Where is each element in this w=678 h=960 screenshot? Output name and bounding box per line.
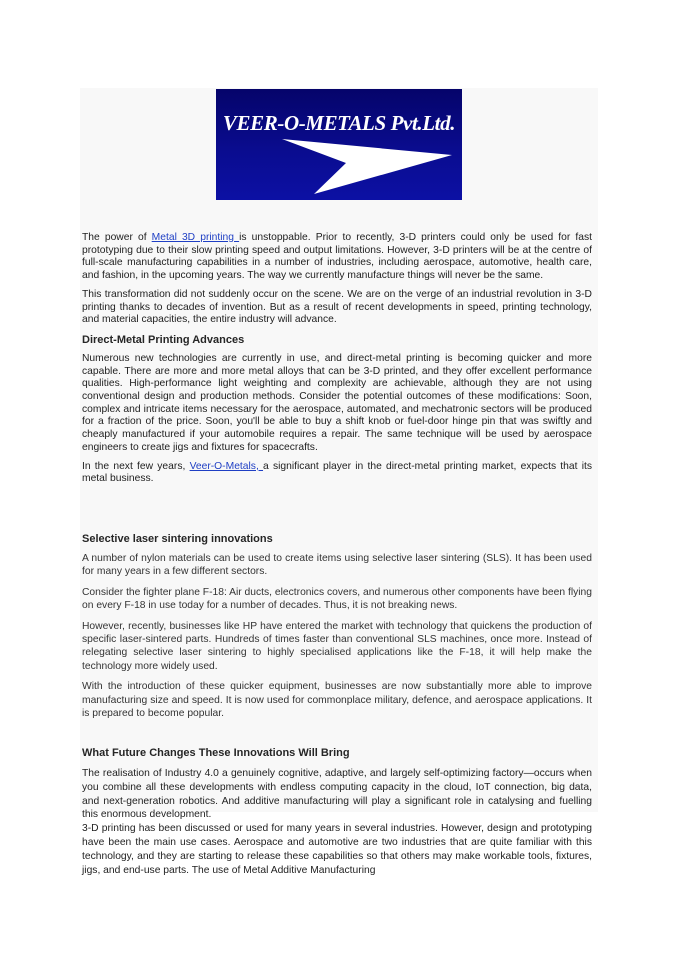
sls-heading: Selective laser sintering innovations [82, 533, 273, 545]
future-paragraph-2: 3-D printing has been discussed or used for many years in several industries. However, design and prototyping have been the main use cases. Aerospace and automotive are two industries that are quite familiar with this technology, and they are starting to release these capabilities so that others may make workable tools, fixtures, jigs, and end-use parts. The use of Metal Additive Manufacturing [82, 823, 592, 876]
intro-paragraph-1: The power of Metal 3D printing is unstoppable. Prior to recently, 3-D printers could only be used for fast prototyping due to their slow printing speed and output limitations. However, 3-D printers will be at the centre of full-scale manufacturing capabilities in a number of industries, including aerospace, automotive, health care, and fashion, in the upcoming years. The way we currently manufacture things will never be the same. [82, 232, 592, 282]
future-section [82, 744, 592, 877]
company-logo [216, 89, 462, 200]
direct-metal-heading: Direct-Metal Printing Advances [82, 333, 245, 346]
veer-o-metals-link[interactable]: Veer-O-Metals, [189, 460, 264, 472]
sls-section [82, 530, 592, 727]
sls-paragraph-4: With the introduction of these quicker equipment, businesses are now substantially more able to improve manufacturing size and speed. It is now used for commonplace military, defence, and aerospace applications. It is prepared to become popular. [82, 681, 592, 720]
future-paragraph-1: The realisation of Industry 4.0 a genuinely cognitive, adaptive, and largely self-optimizing factory—occurs when you combine all these developments with endless computing capacity in the cloud, IoT connection, big data, and next-generation robotics. And additive manufacturing will play a significant role in catalysing and fuelling this enormous development. [82, 768, 592, 821]
metal-3d-printing-link[interactable]: Metal 3D printing [151, 232, 240, 243]
intro-paragraph-2: This transformation did not suddenly occur on the scene. We are on the verge of an industrial revolution in 3-D printing thanks to decades of invention. But as a result of recent developments in speed, printing technology, and material capacities, the entire industry will advance. [82, 288, 592, 326]
logo-chevron-graphic [216, 89, 462, 200]
intro-section [82, 232, 592, 492]
sls-paragraph-2: Consider the fighter plane F-18: Air ducts, electronics covers, and numerous other components have been flying on every F-18 in use today for a number of decades. Thus, it is not breaking news. [82, 586, 592, 612]
future-heading: What Future Changes These Innovations Will Bring [82, 747, 350, 759]
direct-metal-paragraph-2: In the next few years, Veer-O-Metals, a significant player in the direct-metal printing market, expects that its metal business. [82, 460, 593, 485]
sls-paragraph-1: A number of nylon materials can be used to create items using selective laser sintering (SLS). It has been used for many years in a few different sectors. [82, 553, 592, 578]
direct-metal-paragraph-1: Numerous new technologies are currently in use, and direct-metal printing is becoming quicker and more capable. There are more and more metal alloys that can be 3-D printed, and they offer excellent performance qualities. High-performance light weighting and complexity are achievable, although they are not using conventional design and production methods. Consider the potential outcomes of these modifications: Soon, complex and intricate items necessary for the aerospace, automated, and mechatronic sectors will be produced for a fraction of the price. Soon, you'll be able to buy a shift knob or fuel-door hinge pin that was swiftly and cheaply manufactured if your automobile requires a repair. The same technique will be used by aerospace engineers to create jigs and fixtures for spacecrafts. [82, 352, 592, 453]
sls-paragraph-3: However, recently, businesses like HP have entered the market with technology that quickens the production of specific laser-sintered parts. Hundreds of times faster than conventional SLS machines, once more. Instead of relegating selective laser sintering to highly specialised applications like the F-18, it will help make the technology more widely used. [82, 620, 592, 672]
logo-text: VEER-O-METALS Pvt.Ltd. [222, 111, 456, 135]
